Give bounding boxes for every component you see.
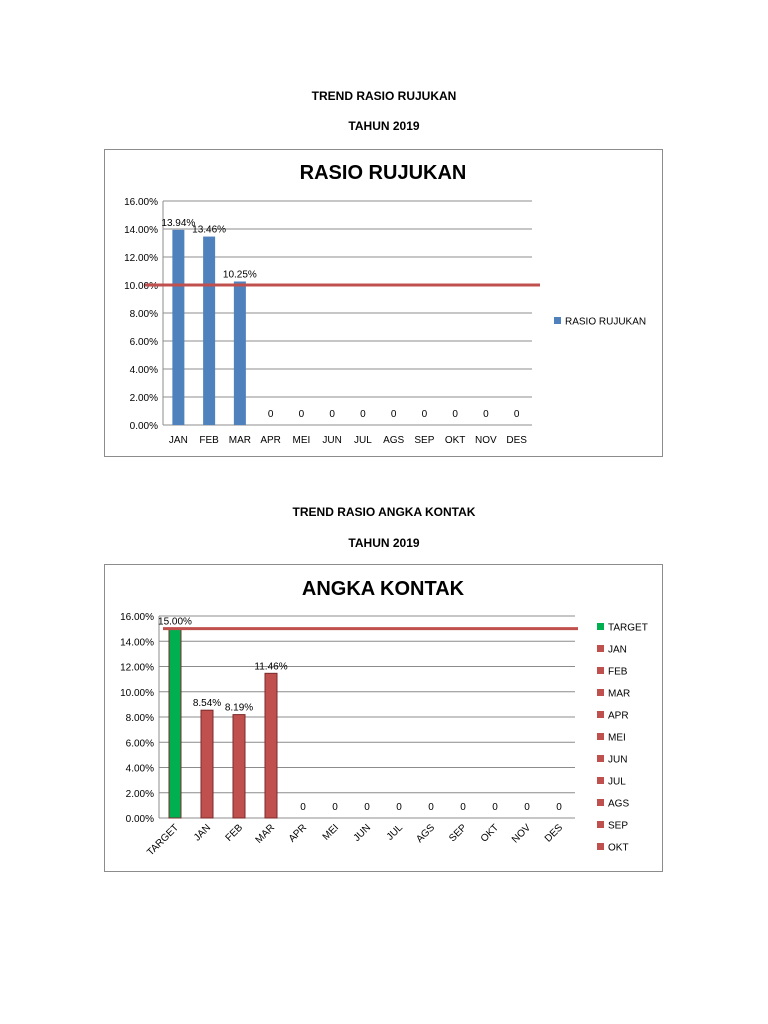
y-tick-label: 2.00% (129, 393, 158, 404)
bar (233, 715, 245, 818)
legend-label: OKT (608, 842, 629, 854)
data-label: 0 (513, 409, 520, 420)
legend-swatch (597, 623, 604, 630)
data-label: 8.54% (192, 698, 222, 710)
x-tick-label: OKT (444, 435, 466, 446)
legend-swatch (597, 645, 604, 652)
y-tick-label: 8.00% (129, 309, 158, 320)
y-tick-label: 0.00% (125, 814, 154, 825)
bar (172, 230, 184, 425)
chart-angka-kontak-svg (105, 565, 662, 871)
data-label: 0 (396, 802, 402, 813)
legend-swatch (597, 843, 604, 850)
x-tick-label: MAR (228, 435, 251, 446)
x-tick-label: DES (542, 822, 566, 845)
x-tick-label: JAN (191, 822, 214, 844)
data-label: 0 (267, 409, 274, 420)
legend-label: TARGET (608, 622, 648, 634)
legend-swatch (597, 755, 604, 762)
data-label: 13.46% (192, 224, 227, 236)
bar (265, 673, 277, 818)
data-label: 0 (300, 802, 306, 813)
y-tick-label: 12.00% (120, 662, 154, 674)
data-label: 0 (452, 409, 458, 420)
legend-label: MAR (608, 688, 631, 700)
x-tick-label: NOV (510, 822, 534, 846)
y-tick-label: 4.00% (129, 365, 158, 376)
x-tick-label: JUL (384, 822, 406, 843)
data-label: 0 (524, 802, 530, 813)
bar (201, 710, 213, 818)
x-tick-label: AGS (414, 822, 438, 846)
y-tick-label: 16.00% (124, 197, 158, 208)
x-tick-label: JUL (353, 435, 372, 446)
legend-label: FEB (608, 666, 628, 678)
chart-rasio-rujukan-svg (105, 150, 662, 456)
legend-label: AGS (608, 798, 630, 810)
data-label: 11.46% (254, 661, 288, 673)
legend-swatch (597, 777, 604, 784)
data-label: 0 (364, 802, 370, 813)
data-label: 0 (483, 409, 489, 420)
chart-rasio-rujukan (104, 149, 663, 457)
y-tick-label: 8.00% (125, 713, 154, 724)
chart2-heading: TREND RASIO ANGKA KONTAK (292, 505, 476, 519)
chart-title: RASIO RUJUKAN (299, 162, 467, 184)
legend-swatch (597, 689, 604, 696)
legend-label: SEP (608, 820, 629, 832)
legend-label: MEI (608, 732, 626, 744)
data-label: 0 (329, 409, 335, 420)
x-tick-label: FEB (199, 435, 219, 446)
data-label: 0 (421, 409, 428, 420)
y-tick-label: 6.00% (125, 738, 154, 750)
x-tick-label: APR (260, 435, 281, 446)
chart2-year: TAHUN 2019 (348, 536, 420, 550)
legend-label: APR (608, 710, 629, 722)
x-tick-label: MEI (320, 822, 342, 843)
y-tick-label: 14.00% (120, 637, 154, 649)
y-tick-label: 0.00% (129, 421, 158, 432)
legend-label: JUL (608, 776, 626, 788)
data-label: 15.00% (158, 616, 192, 628)
data-label: 0 (390, 409, 397, 420)
data-label: 0 (492, 802, 498, 813)
x-tick-label: SEP (447, 822, 470, 845)
bar (203, 237, 215, 425)
data-label: 0 (556, 802, 562, 813)
chart-title: ANGKA KONTAK (301, 578, 465, 600)
x-tick-label: JAN (168, 435, 188, 446)
x-tick-label: OKT (478, 822, 502, 845)
legend-swatch (554, 317, 561, 324)
y-tick-label: 10.00% (124, 281, 158, 292)
x-tick-label: MAR (253, 822, 278, 846)
legend-swatch (597, 821, 604, 828)
bar (234, 282, 246, 426)
y-tick-label: 6.00% (129, 337, 158, 348)
data-label: 0 (360, 409, 366, 420)
legend-label: RASIO RUJUKAN (565, 316, 647, 328)
y-tick-label: 12.00% (124, 253, 158, 264)
chart1-heading: TREND RASIO RUJUKAN (311, 89, 457, 103)
x-tick-label: SEP (414, 435, 435, 446)
x-tick-label: MEI (292, 435, 311, 446)
data-label: 0 (298, 409, 305, 420)
y-tick-label: 16.00% (120, 612, 154, 623)
bar (169, 629, 181, 818)
data-label: 0 (460, 802, 466, 813)
data-label: 8.19% (224, 702, 254, 714)
x-tick-label: DES (506, 435, 527, 446)
y-tick-label: 4.00% (125, 763, 154, 775)
data-label: 10.25% (222, 269, 257, 281)
x-tick-label: NOV (475, 435, 497, 446)
x-tick-label: APR (286, 822, 310, 845)
legend-label: JUN (608, 754, 628, 766)
x-tick-label: JUN (322, 435, 342, 446)
y-tick-label: 2.00% (125, 788, 154, 800)
legend-label: JAN (608, 644, 627, 656)
chart1-year: TAHUN 2019 (348, 119, 420, 133)
x-tick-label: FEB (223, 822, 246, 844)
legend-swatch (597, 667, 604, 674)
x-tick-label: JUN (351, 822, 374, 844)
legend-swatch (597, 799, 604, 806)
legend-swatch (597, 733, 604, 740)
y-tick-label: 14.00% (124, 225, 158, 236)
y-tick-label: 10.00% (120, 687, 154, 699)
data-label: 0 (332, 802, 338, 813)
x-tick-label: TARGET (145, 822, 182, 859)
legend-swatch (597, 711, 604, 718)
data-label: 0 (428, 802, 434, 813)
data-label: 13.94% (161, 217, 196, 229)
x-tick-label: AGS (383, 435, 405, 446)
chart-angka-kontak (104, 564, 663, 872)
